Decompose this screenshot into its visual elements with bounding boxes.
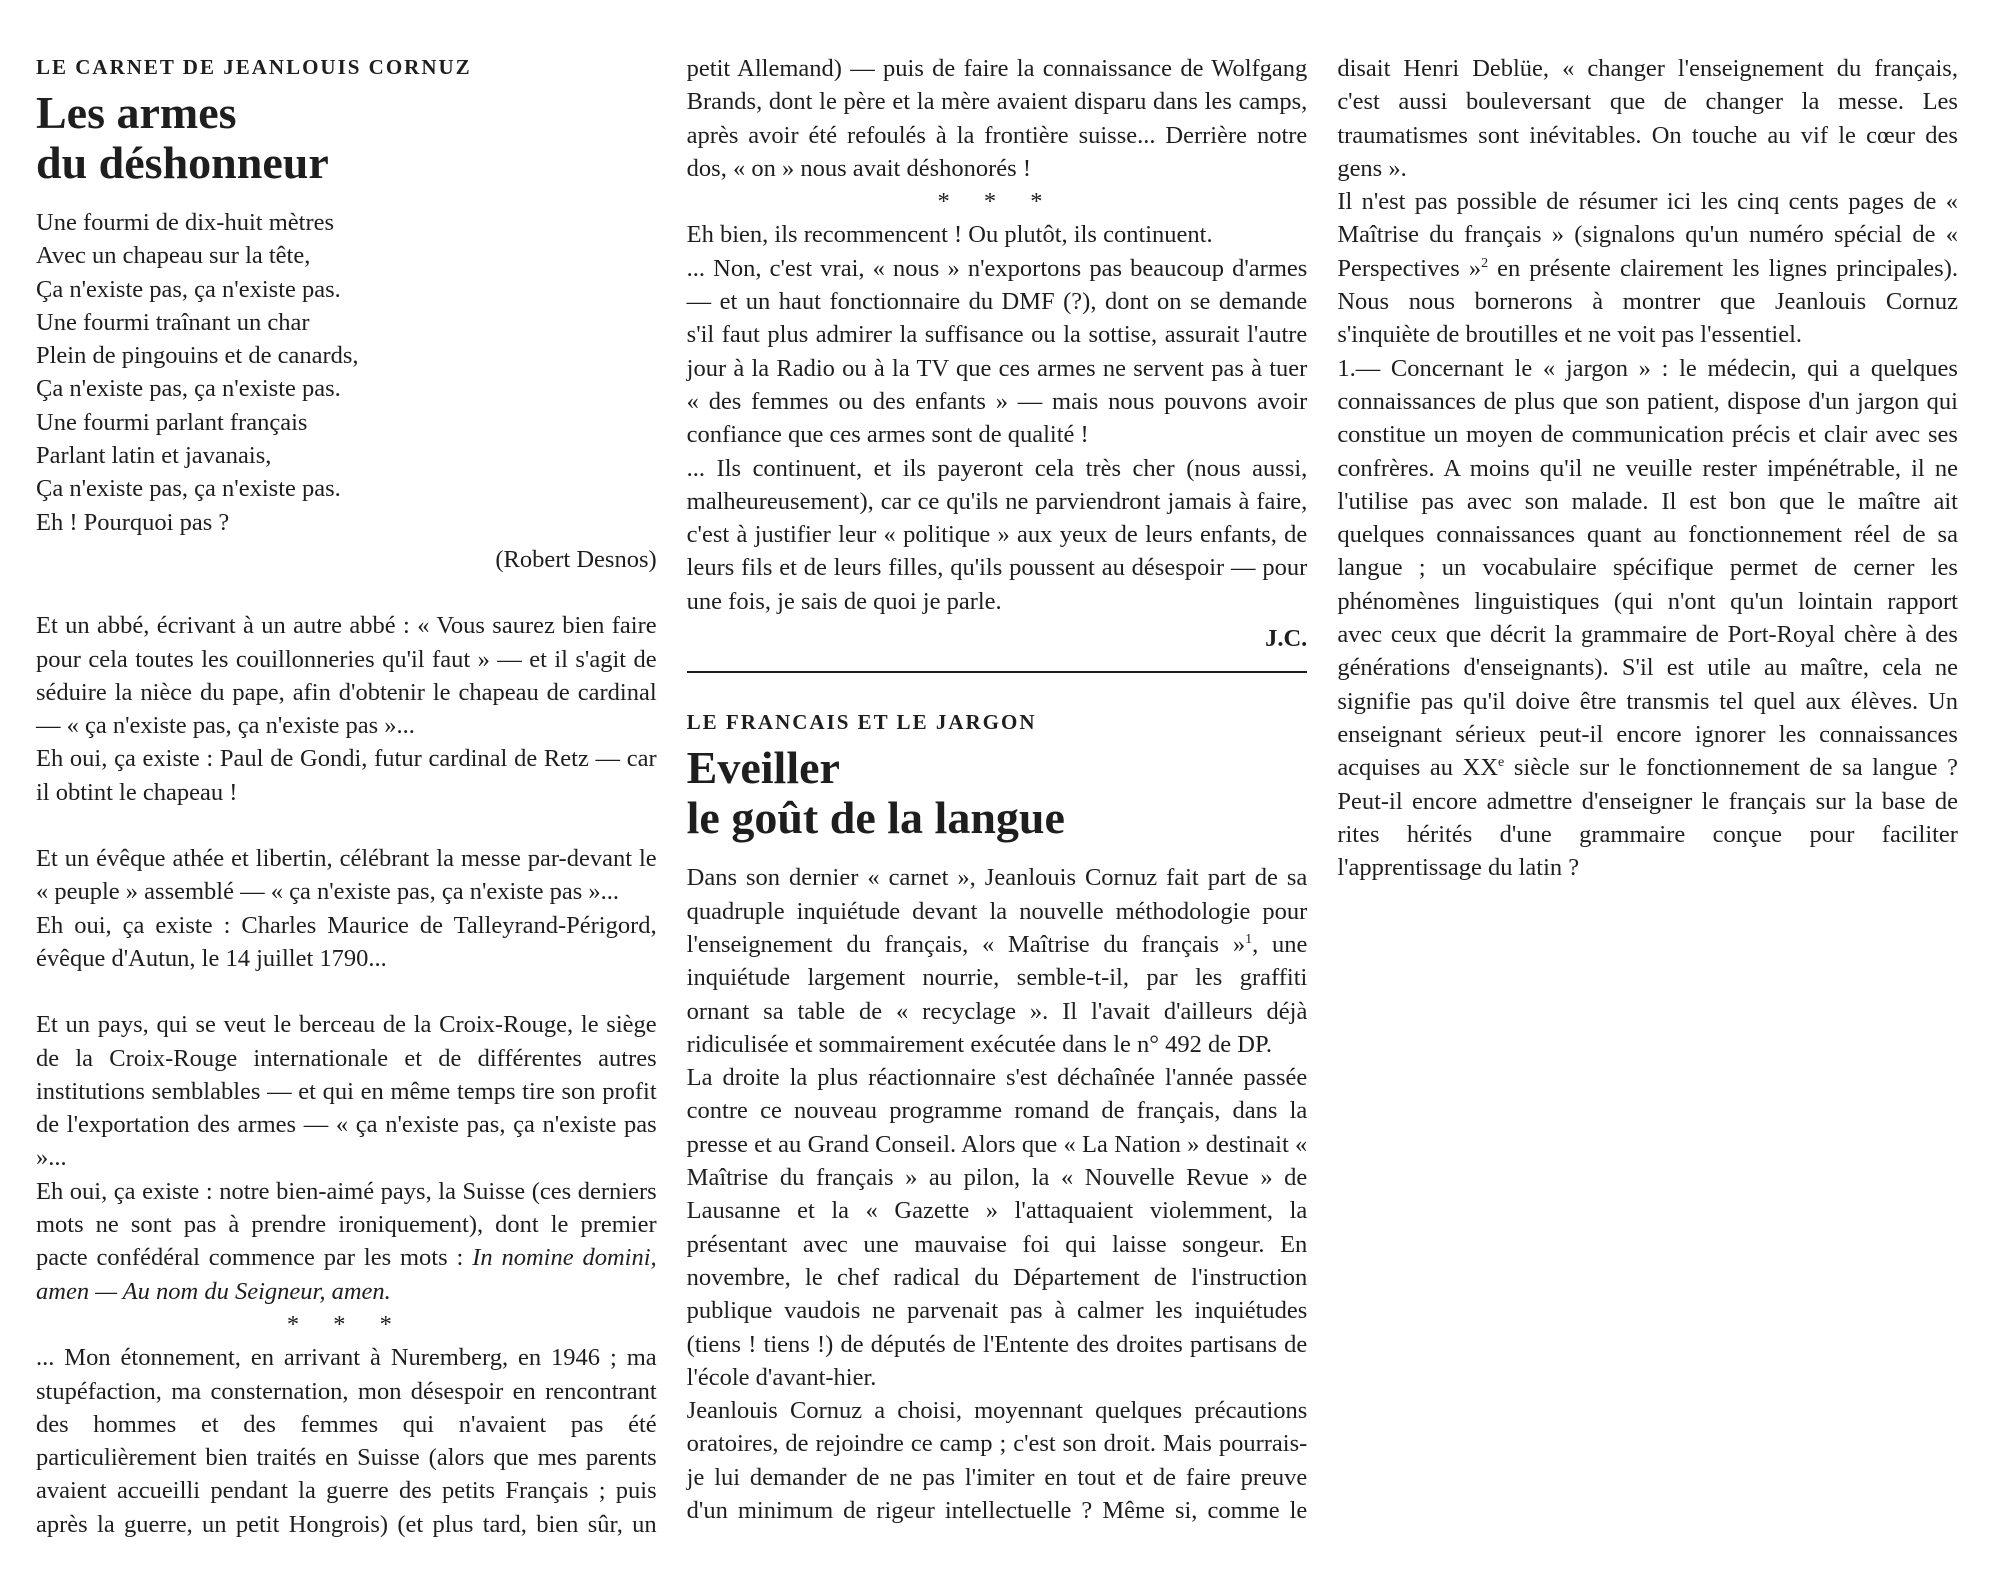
paragraph-text: , une inquiétude largement nourrie, semble-t-il, par les graffiti ornant sa table de « recyclage ». Il l'avait d'ailleurs déjà ridiculisée et sommairement exécutée dans le n° 492 de DP.	[686, 930, 1308, 1058]
poem-line: Parlant latin et javanais,	[36, 442, 272, 470]
paragraph-text: siècle sur le fonctionnement de sa langue ? Peut-il encore admettre d'enseigner le français sur la base de rites hérités d'une grammaire conçue pour faciliter l'apprentissage du latin ?	[1337, 754, 1958, 882]
article1-signature: J.C.	[1265, 625, 1308, 653]
poem-line: Eh ! Pourquoi pas ?	[36, 508, 230, 536]
article-divider	[687, 671, 1308, 673]
footnote-ref: 2	[1481, 255, 1489, 271]
poem-line: Une fourmi traînant un char	[36, 308, 310, 336]
paragraph: ... Mon étonnement, en arrivant à Nuremberg, en 1946 ; ma stupéfaction, ma consternation, mon désespoir en rencontrant des hommes et des femmes qui n'avaient pas été particulièrement bien traités en Suisse (alors que mes parents avaient accueilli pendant la guerre des petits Français ; puis après la guerre, un petit Hongrois) (et plus tard, bien sûr, un petit Allemand) — puis de faire la connaissance de Wolfgang Brands, dont le père et la mère avaient disparu dans les camps, après avoir été refoulés à la frontière suisse... Derrière notre dos, « on » nous avait déshonorés !	[36, 55, 1308, 1538]
paragraph: Eh oui, ça existe : Charles Maurice de Talleyrand-Périgord, évêque d'Autun, le 14 juillet 1790...	[36, 911, 657, 972]
paragraph	[36, 1175, 657, 1308]
paragraph: Jeanlouis Cornuz a choisi, moyennant quelques précautions oratoires, de rejoindre ce camp ; c'est son droit. Mais pourrais-je lui demander de ne pas l'imiter en tout et de faire preuve d'un minimum de rigeur intellectuelle ? Même si, comme le disait Henri Deblüe, « changer l'enseignement du français, c'est aussi bouleversant que de changer la messe. Les traumatismes sont inévitables. On touche au vif le cœur des gens ».	[686, 55, 1958, 1524]
paragraph	[687, 861, 1308, 1061]
article2-kicker: LE FRANCAIS ET LE JARGON	[686, 710, 1037, 735]
paragraph: Eh bien, ils recommencent ! Ou plutôt, ils continuent.	[686, 221, 1213, 249]
paragraph-text: Il n'est pas possible de résumer ici les cinq cents pages de « Maîtrise du français » (signalons qu'un numéro spécial de « Perspectives »	[1337, 188, 1958, 282]
section-separator: * * *	[286, 1310, 406, 1338]
poem-line: Plein de pingouins et de canards,	[36, 342, 359, 370]
latin-quote: In nomine domini, amen — Au nom du Seigneur, amen.	[36, 1244, 657, 1305]
poem-line: Une fourmi de dix-huit mètres	[36, 209, 335, 236]
paragraph: Et un pays, qui se veut le berceau de la Croix-Rouge, le siège de la Croix-Rouge internationale et de différentes autres institutions semblables — et qui en même temps tire son profit de l'exportation des armes — « ça n'existe pas, ça n'existe pas »...	[36, 1011, 657, 1172]
section-separator: * * *	[937, 188, 1057, 216]
paragraph-text: en présente clairement les lignes principales). Nous nous bornerons à montrer que Jeanlouis Cornuz s'inquiète de broutilles et ne voit pas l'essentiel.	[1337, 254, 1958, 349]
poem-line: Avec un chapeau sur la tête,	[36, 242, 311, 270]
paragraph	[1337, 352, 1958, 885]
paragraph-text: Eh oui, ça existe : notre bien-aimé pays, la Suisse (ces derniers mots ne sont pas à prendre ironiquement), dont le premier pacte confédéral commence par les mots :	[36, 1177, 657, 1272]
paragraph	[1337, 185, 1958, 351]
poem-line: Ça n'existe pas, ça n'existe pas.	[36, 275, 341, 303]
article1-headline: Les armes du déshonneur	[36, 87, 329, 188]
poem-line: Ça n'existe pas, ça n'existe pas.	[36, 475, 341, 503]
poem-line: Ça n'existe pas, ça n'existe pas.	[36, 375, 341, 403]
paragraph: ... Non, c'est vrai, « nous » n'exportons pas beaucoup d'armes — et un haut fonctionnaire du DMF (?), dont on se demande s'il faut plus admirer la suffisance ou la sottise, assurait l'autre jour à la Radio ou à la TV que ces armes ne servent pas à tuer « des femmes ou des enfants » — mais nous pouvons avoir confiance que ces armes sont de qualité !	[686, 254, 1308, 449]
superscript: e	[1498, 755, 1505, 771]
paragraph: La droite la plus réactionnaire s'est déchaînée l'année passée contre ce nouveau programme romand de français, dans la presse et au Grand Conseil. Alors que « La Nation » destinait « Maîtrise du français » au pilon, la « Nouvelle Revue » de Lausanne et la « Gazette » l'attaquaient violemment, la présentant avec une mauvaise foi qui laisse songeur. En novembre, le chef radical du Département de l'instruction publique vaudois ne parvenait pas à calmer les inquiétudes (tiens ! tiens !) de députés de l'Entente des droites partisans de l'école d'avant-hier.	[686, 1064, 1308, 1391]
poem	[36, 206, 657, 539]
footnote-ref: 1	[1245, 931, 1253, 947]
paragraph: Et un évêque athée et libertin, célébrant la messe par-devant le « peuple » assemblé — « ça n'existe pas, ça n'existe pas »...	[36, 845, 657, 906]
paragraph: Eh oui, ça existe : Paul de Gondi, futur cardinal de Retz — car il obtint le chapeau !	[36, 745, 657, 806]
paragraph: Et un abbé, écrivant à un autre abbé : « Vous saurez bien faire pour cela toutes les couillonneries qu'il faut » — et il s'agit de séduire la nièce du pape, afin d'obtenir le chapeau de cardinal — « ça n'existe pas, ça n'existe pas »...	[36, 612, 657, 740]
paragraph: ... Ils continuent, et ils payeront cela très cher (nous aussi, malheureusement), car ce qu'ils ne parviendront jamais à faire, c'est à justifier leur « politique » aux yeux de leurs enfants, de leurs fils et de leurs filles, qu'ils poussent au désespoir — pour une fois, je sais de quoi je parle.	[686, 454, 1308, 615]
poem-line: Une fourmi parlant français	[36, 408, 308, 436]
paragraph-text: Dans son dernier « carnet », Jeanlouis Cornuz fait part de sa quadruple inquiétude devant la nouvelle méthodologie pour l'enseignement du français, « Maîtrise du français »	[686, 864, 1308, 958]
poem-attribution: (Robert Desnos)	[495, 545, 657, 573]
paragraph-text: 1.— Concernant le « jargon » : le médecin, qui a quelques connaissances de plus que son patient, dispose d'un jargon qui constitue un moyen de communication précis et clair avec ses confrères. A moins qu'il ne veuille rester impénétrable, il ne l'utilise pas avec son malade. Il est bon que le maître ait quelques connaissances quant au fonctionnement réel de sa langue ; un vocabulaire spécifique permet de cerner les phénomènes linguistiques (qui n'ont qu'un lointain rapport avec ceux que décrit la grammaire de Port-Royal chère à des générations d'enseignants). S'il est utile au maître, cela ne signifie pas qu'il doive être transmis tel quel aux élèves. Un enseignant sérieux peut-il encore ignorer les connaissances acquises au XX	[1337, 354, 1958, 782]
column-flow	[36, 52, 1958, 1552]
article2-headline: Eveiller le goût de la langue	[686, 742, 1065, 844]
article1-kicker: LE CARNET DE JEANLOUIS CORNUZ	[36, 55, 472, 79]
